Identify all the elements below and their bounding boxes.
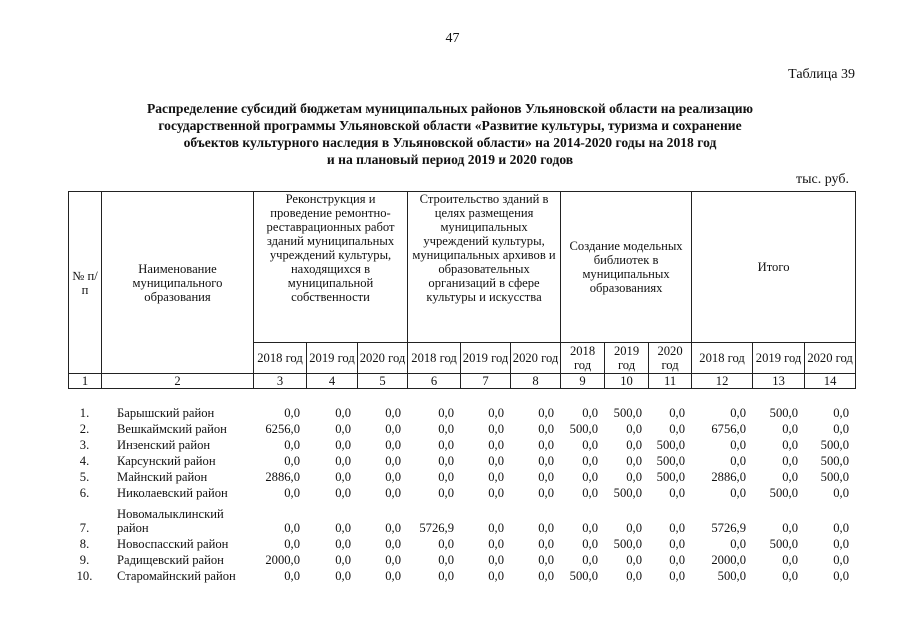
value-cell: 0,0 — [669, 553, 685, 567]
value-cell: 0,0 — [538, 422, 554, 436]
value-cell: 0,0 — [438, 422, 454, 436]
value-cell: 0,0 — [438, 537, 454, 551]
subsidy-table-body — [68, 404, 855, 583]
value-cell: 0,0 — [385, 537, 401, 551]
value-cell: 0,0 — [669, 422, 685, 436]
value-cell: 0,0 — [538, 438, 554, 452]
value-cell: 0,0 — [385, 422, 401, 436]
value-cell: 0,0 — [833, 537, 849, 551]
municipality-name: Инзенский район — [117, 438, 211, 452]
table-row — [68, 420, 855, 436]
value-cell: 0,0 — [438, 553, 454, 567]
year-header: 2019 год — [753, 343, 805, 374]
year-header: 2019 год — [605, 343, 649, 374]
row-number: 6. — [79, 486, 90, 500]
column-number: 10 — [605, 374, 649, 389]
value-cell: 0,0 — [626, 422, 642, 436]
value-cell: 0,0 — [438, 438, 454, 452]
value-cell: 0,0 — [438, 486, 454, 500]
title-line: и на плановый период 2019 и 2020 годов — [326, 152, 574, 167]
value-cell: 0,0 — [582, 537, 598, 551]
value-cell: 0,0 — [488, 406, 504, 420]
value-cell: 500,0 — [613, 537, 642, 551]
year-header: 2020 год — [805, 343, 856, 374]
value-cell: 500,0 — [769, 486, 798, 500]
value-cell: 0,0 — [335, 438, 351, 452]
column-number: 2 — [102, 374, 254, 389]
value-cell: 0,0 — [438, 406, 454, 420]
value-cell: 0,0 — [335, 406, 351, 420]
value-cell: 0,0 — [385, 569, 401, 583]
column-number: 9 — [561, 374, 605, 389]
value-cell: 0,0 — [782, 422, 798, 436]
value-cell: 0,0 — [284, 406, 300, 420]
value-cell: 0,0 — [385, 553, 401, 567]
value-cell: 2886,0 — [265, 470, 300, 484]
value-cell: 0,0 — [438, 454, 454, 468]
table-row — [68, 484, 855, 500]
year-header: 2019 год — [461, 343, 511, 374]
value-cell: 0,0 — [488, 470, 504, 484]
value-cell: 2886,0 — [711, 470, 746, 484]
year-header: 2018 год — [408, 343, 461, 374]
group-header-total: Итого — [692, 192, 856, 343]
value-cell: 500,0 — [656, 438, 685, 452]
value-cell: 0,0 — [833, 486, 849, 500]
value-cell: 0,0 — [488, 537, 504, 551]
municipality-name: Новоспасский район — [117, 537, 229, 551]
table-row — [68, 404, 855, 420]
municipality-name: Майнский район — [117, 470, 208, 484]
row-number: 8. — [79, 537, 90, 551]
group-header-reconstruction: Реконструкция и проведение ремонтно-реставрационных работ зданий муниципальных учреждений культуры, находящихся в муниципальной собственности — [254, 192, 408, 343]
group-header-construction: Строительство зданий в целях размещения муниципальных учреждений культуры, муниципальных архивов и образовательных организаций в сфере культуры и искусства — [408, 192, 561, 343]
column-number-row — [69, 374, 856, 389]
value-cell: 5726,9 — [711, 521, 746, 535]
table-row — [68, 500, 855, 535]
column-number: 5 — [358, 374, 408, 389]
value-cell: 0,0 — [833, 569, 849, 583]
value-cell: 0,0 — [833, 422, 849, 436]
column-number: 8 — [511, 374, 561, 389]
value-cell: 0,0 — [626, 553, 642, 567]
row-number: 9. — [79, 553, 90, 567]
value-cell: 0,0 — [335, 569, 351, 583]
value-cell: 0,0 — [538, 454, 554, 468]
value-cell: 0,0 — [538, 470, 554, 484]
value-cell: 0,0 — [385, 438, 401, 452]
year-header: 2018 год — [254, 343, 307, 374]
value-cell: 0,0 — [335, 454, 351, 468]
column-number: 14 — [805, 374, 856, 389]
value-cell: 0,0 — [582, 454, 598, 468]
row-number: 10. — [76, 569, 93, 583]
value-cell: 0,0 — [626, 569, 642, 583]
year-header: 2020 год — [649, 343, 692, 374]
table-row — [68, 551, 855, 567]
value-cell: 0,0 — [538, 521, 554, 535]
value-cell: 500,0 — [820, 470, 849, 484]
column-number: 7 — [461, 374, 511, 389]
table-label: Таблица 39 — [788, 67, 855, 82]
value-cell: 500,0 — [569, 569, 598, 583]
value-cell: 0,0 — [626, 521, 642, 535]
value-cell: 0,0 — [669, 486, 685, 500]
year-header: 2019 год — [307, 343, 358, 374]
value-cell: 0,0 — [538, 569, 554, 583]
municipality-name: Радищевский район — [117, 553, 224, 567]
table-row — [68, 452, 855, 468]
value-cell: 0,0 — [782, 569, 798, 583]
table-row — [68, 535, 855, 551]
value-cell: 0,0 — [488, 553, 504, 567]
value-cell: 0,0 — [782, 438, 798, 452]
value-cell: 500,0 — [769, 406, 798, 420]
value-cell: 6756,0 — [711, 422, 746, 436]
value-cell: 0,0 — [488, 422, 504, 436]
value-cell: 0,0 — [438, 470, 454, 484]
column-header-number: № п/п — [69, 192, 102, 374]
municipality-name: Николаевский район — [117, 486, 228, 500]
value-cell: 0,0 — [284, 537, 300, 551]
table-row — [68, 436, 855, 452]
value-cell: 0,0 — [669, 569, 685, 583]
value-cell: 0,0 — [669, 521, 685, 535]
value-cell: 500,0 — [613, 486, 642, 500]
value-cell: 0,0 — [833, 406, 849, 420]
value-cell: 0,0 — [833, 553, 849, 567]
value-cell: 0,0 — [385, 521, 401, 535]
row-number: 7. — [79, 521, 90, 535]
value-cell: 0,0 — [538, 553, 554, 567]
value-cell: 500,0 — [569, 422, 598, 436]
municipality-name: Барышский район — [117, 406, 215, 420]
value-cell: 0,0 — [335, 537, 351, 551]
value-cell: 0,0 — [284, 569, 300, 583]
value-cell: 0,0 — [438, 569, 454, 583]
municipality-name: Новомалыклинский район — [117, 507, 224, 535]
value-cell: 0,0 — [626, 454, 642, 468]
row-number: 2. — [79, 422, 90, 436]
title-line: объектов культурного наследия в Ульяновской области» на 2014-2020 годы на 2018 год — [183, 135, 717, 150]
title-line: государственной программы Ульяновской области «Развитие культуры, туризма и сохранение — [158, 118, 742, 133]
value-cell: 500,0 — [769, 537, 798, 551]
column-header-name: Наименование муниципального образования — [102, 192, 254, 374]
row-number: 1. — [79, 406, 90, 420]
group-header-libraries: Создание модельных библиотек в муниципальных образованиях — [561, 192, 692, 343]
value-cell: 0,0 — [730, 438, 746, 452]
value-cell: 0,0 — [782, 454, 798, 468]
value-cell: 0,0 — [385, 486, 401, 500]
column-number: 6 — [408, 374, 461, 389]
value-cell: 500,0 — [656, 470, 685, 484]
year-header: 2020 год — [511, 343, 561, 374]
value-cell: 0,0 — [538, 486, 554, 500]
value-cell: 0,0 — [335, 521, 351, 535]
value-cell: 0,0 — [626, 470, 642, 484]
value-cell: 0,0 — [782, 553, 798, 567]
value-cell: 0,0 — [582, 406, 598, 420]
value-cell: 0,0 — [335, 470, 351, 484]
value-cell: 0,0 — [730, 537, 746, 551]
value-cell: 0,0 — [669, 537, 685, 551]
row-number: 4. — [79, 454, 90, 468]
column-number: 12 — [692, 374, 753, 389]
municipality-name: Старомайнский район — [117, 569, 236, 583]
value-cell: 500,0 — [820, 454, 849, 468]
year-header: 2018 год — [692, 343, 753, 374]
value-cell: 0,0 — [582, 486, 598, 500]
value-cell: 0,0 — [782, 470, 798, 484]
value-cell: 0,0 — [538, 406, 554, 420]
municipality-name: Карсунский район — [117, 454, 216, 468]
value-cell: 0,0 — [582, 470, 598, 484]
row-number: 5. — [79, 470, 90, 484]
value-cell: 0,0 — [284, 486, 300, 500]
value-cell: 2000,0 — [265, 553, 300, 567]
value-cell: 0,0 — [582, 438, 598, 452]
value-cell: 0,0 — [335, 553, 351, 567]
value-cell: 500,0 — [656, 454, 685, 468]
value-cell: 500,0 — [717, 569, 746, 583]
value-cell: 0,0 — [833, 521, 849, 535]
column-number: 13 — [753, 374, 805, 389]
value-cell: 0,0 — [669, 406, 685, 420]
year-header: 2020 год — [358, 343, 408, 374]
value-cell: 0,0 — [284, 438, 300, 452]
page-number: 47 — [445, 31, 460, 46]
value-cell: 0,0 — [782, 521, 798, 535]
value-cell: 500,0 — [820, 438, 849, 452]
value-cell: 6256,0 — [265, 422, 300, 436]
value-cell: 0,0 — [730, 454, 746, 468]
value-cell: 0,0 — [335, 422, 351, 436]
table-row — [68, 468, 855, 484]
value-cell: 0,0 — [488, 569, 504, 583]
units-label: тыс. руб. — [796, 172, 849, 187]
value-cell: 0,0 — [284, 521, 300, 535]
table-row — [68, 567, 855, 583]
value-cell: 0,0 — [488, 486, 504, 500]
column-number: 3 — [254, 374, 307, 389]
value-cell: 0,0 — [488, 438, 504, 452]
value-cell: 0,0 — [385, 454, 401, 468]
value-cell: 0,0 — [488, 521, 504, 535]
value-cell: 500,0 — [613, 406, 642, 420]
value-cell: 0,0 — [730, 486, 746, 500]
subsidy-table-header — [68, 191, 856, 389]
value-cell: 0,0 — [538, 537, 554, 551]
value-cell: 0,0 — [284, 454, 300, 468]
value-cell: 0,0 — [730, 406, 746, 420]
column-number: 11 — [649, 374, 692, 389]
value-cell: 0,0 — [335, 486, 351, 500]
column-number: 4 — [307, 374, 358, 389]
value-cell: 0,0 — [385, 406, 401, 420]
municipality-name: Вешкаймский район — [117, 422, 227, 436]
value-cell: 0,0 — [582, 553, 598, 567]
value-cell: 5726,9 — [419, 521, 454, 535]
value-cell: 0,0 — [626, 438, 642, 452]
value-cell: 0,0 — [385, 470, 401, 484]
document-title — [100, 100, 800, 168]
row-number: 3. — [79, 438, 90, 452]
title-line: Распределение субсидий бюджетам муниципальных районов Ульяновской области на реализацию — [146, 101, 754, 116]
value-cell: 0,0 — [488, 454, 504, 468]
value-cell: 0,0 — [582, 521, 598, 535]
year-header: 2018 год — [561, 343, 605, 374]
column-number: 1 — [69, 374, 102, 389]
value-cell: 2000,0 — [711, 553, 746, 567]
